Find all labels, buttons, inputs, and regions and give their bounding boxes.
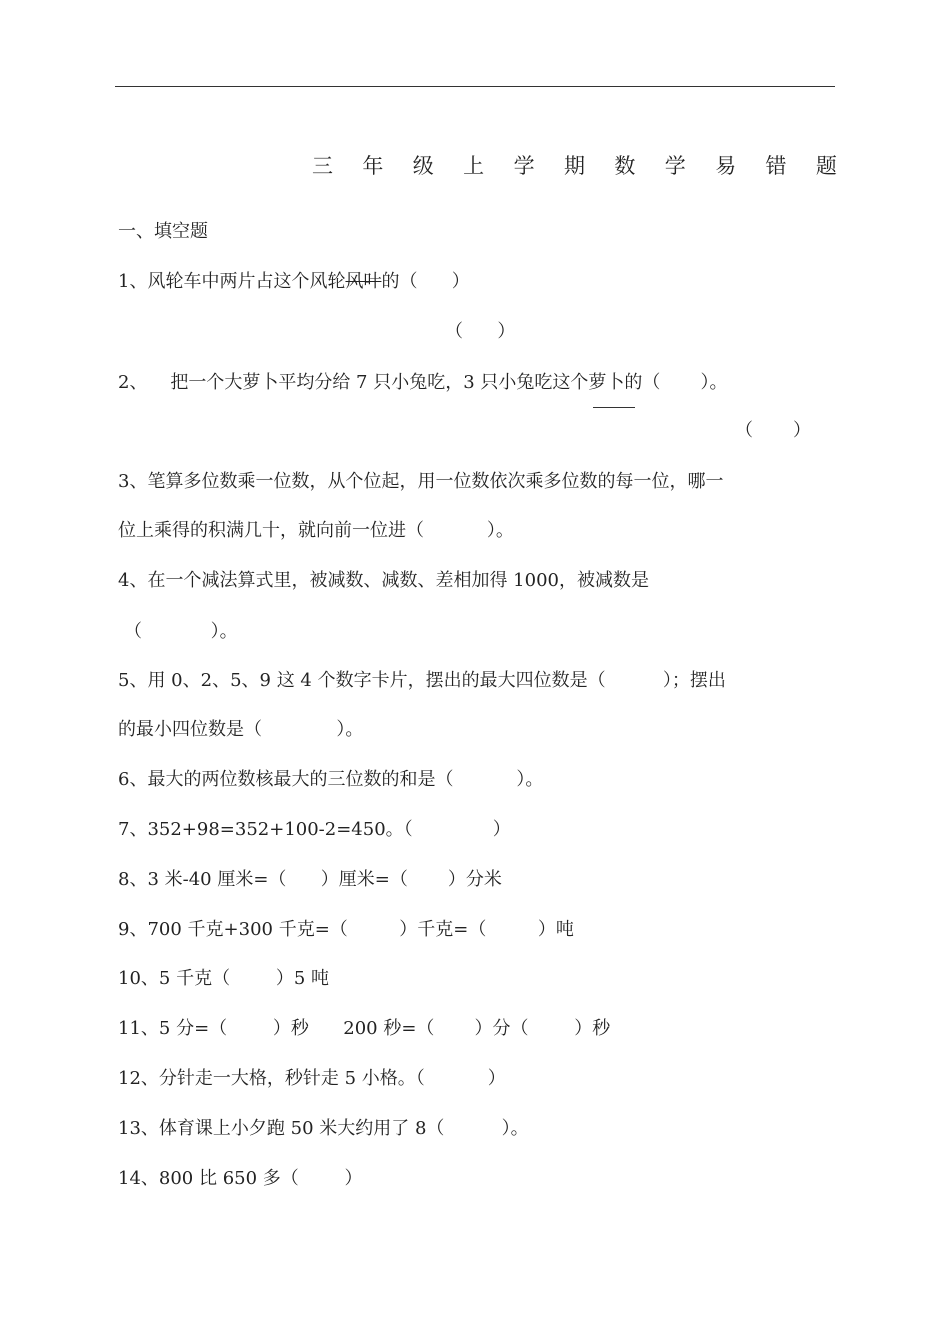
title-char: 期	[563, 154, 585, 178]
title-char: 学	[664, 154, 686, 178]
question-1-answer-paren: （ ）	[445, 321, 516, 342]
question-7: 7、352+98=352+100-2=450。（ ）	[118, 819, 511, 840]
question-4-line2: （ ）。	[124, 621, 238, 642]
question-2: 2、 把一个大萝卜平均分给 7 只小兔吃，3 只小兔吃这个萝卜的（ ）。	[118, 372, 728, 393]
question-14: 14、800 比 650 多（ ）	[118, 1168, 363, 1189]
title-char: 易	[715, 154, 737, 178]
fraction-bar	[593, 407, 635, 408]
question-4-line1: 4、在一个减法算式里，被减数、减数、差相加得 1000，被减数是	[118, 570, 649, 591]
question-3-line2: 位上乘得的积满几十，就向前一位进（ ）。	[118, 520, 514, 541]
question-11: 11、5 分=（ ）秒 200 秒=（ ）分（ ）秒	[118, 1018, 611, 1039]
title-char: 错	[765, 154, 787, 178]
question-3-line1: 3、笔算多位数乘一位数，从个位起，用一位数依次乘多位数的每一位，哪一	[118, 471, 724, 492]
question-13: 13、体育课上小夕跑 50 米大约用了 8（ ）。	[118, 1118, 529, 1139]
title-char: 数	[614, 154, 636, 178]
question-1-text: 1、风轮车中两片占这个风轮	[118, 271, 346, 292]
question-2-answer-paren: （ ）	[735, 420, 812, 441]
title-char: 学	[513, 154, 535, 178]
header-rule	[115, 86, 835, 87]
title-char: 三	[312, 154, 333, 178]
question-10: 10、5 千克（ ）5 吨	[118, 968, 330, 989]
question-1-tail: 的（ ）	[381, 271, 470, 292]
section-heading: 一、填空题	[118, 221, 208, 242]
question-8: 8、3 米-40 厘米=（ ）厘米=（ ）分米	[118, 869, 502, 890]
title-char: 题	[815, 154, 837, 178]
question-9: 9、700 千克+300 千克=（ ）千克=（ ）吨	[118, 919, 574, 940]
page-title	[312, 150, 837, 180]
question-12: 12、分针走一大格，秒针走 5 小格。（ ）	[118, 1068, 506, 1089]
question-1-struck: 风叶	[345, 271, 382, 292]
title-char: 上	[463, 154, 485, 178]
question-5-line2: 的最小四位数是（ ）。	[118, 719, 364, 740]
title-char: 年	[362, 154, 384, 178]
question-5-line1: 5、用 0、2、5、9 这 4 个数字卡片，摆出的最大四位数是（ ）；摆出	[118, 670, 726, 691]
question-1	[118, 270, 470, 294]
title-char: 级	[412, 154, 434, 178]
question-6: 6、最大的两位数核最大的三位数的和是（ ）。	[118, 769, 544, 790]
